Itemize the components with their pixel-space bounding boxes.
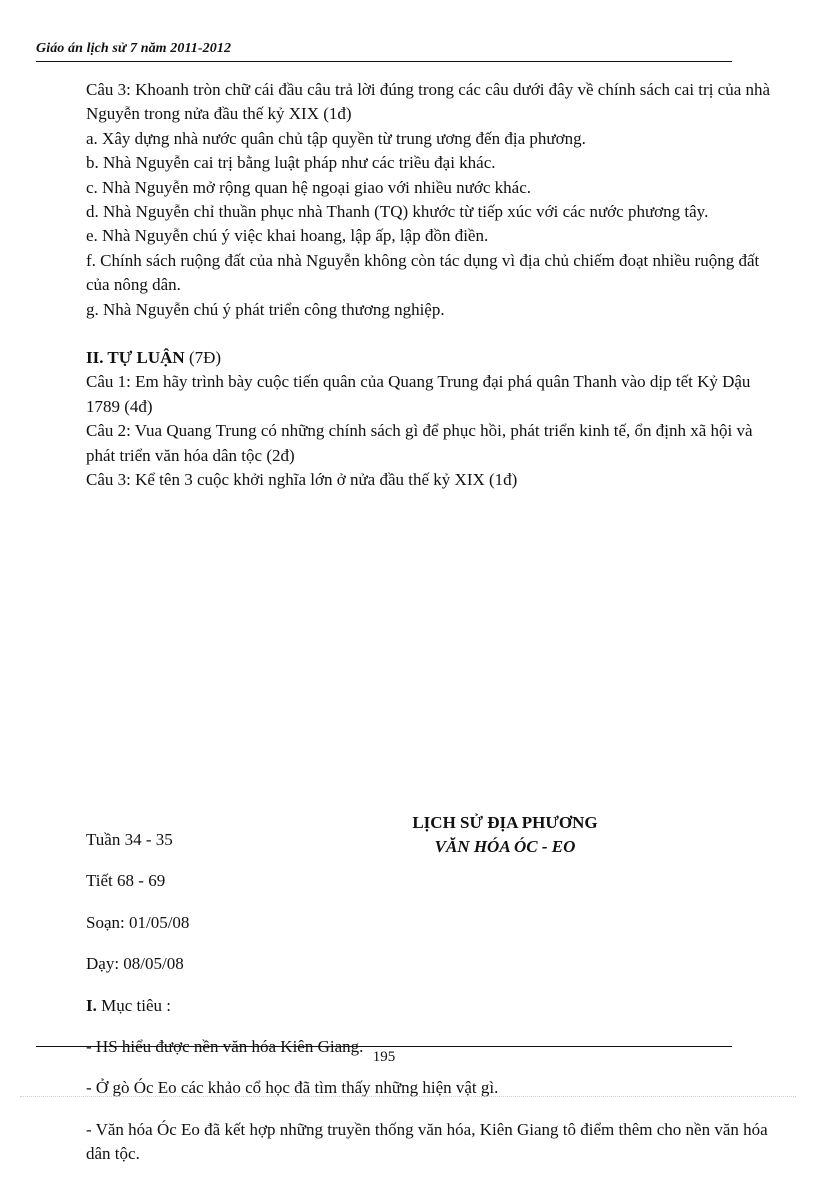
lesson-subtitle: VĂN HÓA ÓC - EO [434, 837, 576, 857]
objectives-heading-text: Mục tiêu : [96, 995, 172, 1015]
essay-heading-points: (7Đ) [184, 348, 222, 368]
main-content [86, 78, 786, 493]
page-edge-dotted-line [20, 1096, 796, 1097]
objective-item: - HS hiểu được nền văn hóa Kiên Giang. [86, 1037, 364, 1057]
section-spacer [86, 322, 786, 346]
objective-item: - Văn hóa Óc Eo đã kết hợp những truyền thống văn hóa, Kiên Giang tô điểm thêm cho nền văn hóa dân tộc. [86, 1119, 768, 1164]
lesson-title-block [400, 811, 610, 860]
quiz-question: Câu 3: Khoanh tròn chữ cái đầu câu trả lời đúng trong các câu dưới đây về chính sách cai trị của nhà Nguyễn trong nửa đầu thế kỷ XIX (1đ) [86, 80, 771, 124]
quiz-option-d: d. Nhà Nguyễn chỉ thuần phục nhà Thanh (TQ) khước từ tiếp xúc với các nước phương tây. [86, 202, 709, 222]
quiz-option-c: c. Nhà Nguyễn mở rộng quan hệ ngoại giao với nhiều nước khác. [86, 177, 532, 197]
lesson-title: LỊCH SỬ ĐỊA PHƯƠNG [412, 813, 598, 832]
page-number: 195 [372, 1049, 396, 1065]
quiz-option-a: a. Xây dựng nhà nước quân chủ tập quyền từ trung ương đến địa phương. [86, 128, 586, 148]
lesson-week: Tuần 34 - 35 [86, 830, 173, 849]
header-rule [36, 61, 732, 62]
quiz-option-g: g. Nhà Nguyễn chú ý phát triển công thương nghiệp. [86, 299, 445, 319]
essay-question-2: Câu 2: Vua Quang Trung có những chính sách gì để phục hồi, phát triển kinh tế, ổn định xã hội và phát triển văn hóa dân tộc (2đ) [86, 421, 753, 465]
quiz-option-f: f. Chính sách ruộng đất của nhà Nguyễn không còn tác dụng vì địa chủ chiếm đoạt nhiều ruộng đất của nông dân. [86, 250, 760, 295]
lesson-period: Tiết 68 - 69 [86, 871, 166, 891]
quiz-option-e: e. Nhà Nguyễn chú ý việc khai hoang, lập ấp, lập đồn điền. [86, 226, 489, 246]
essay-heading-label: II. TỰ LUẬN [86, 348, 185, 368]
objectives-heading [86, 994, 786, 1018]
essay-question-1: Câu 1: Em hãy trình bày cuộc tiến quân của Quang Trung đại phá quân Thanh vào dịp tết Kỷ Dậu 1789 (4đ) [86, 372, 751, 416]
quiz-option-b: b. Nhà Nguyễn cai trị bằng luật pháp như các triều đại khác. [86, 153, 496, 173]
objectives-heading-number: I. [86, 995, 97, 1015]
footer-rule [36, 1046, 732, 1047]
objective-item: - Ở gò Óc Eo các khảo cổ học đã tìm thấy những hiện vật gì. [86, 1078, 499, 1098]
essay-question-3: Câu 3: Kể tên 3 cuộc khởi nghĩa lớn ở nửa đầu thế kỷ XIX (1đ) [86, 470, 518, 490]
lesson-prepared-date: Soạn: 01/05/08 [86, 912, 190, 932]
document-header: Giáo án lịch sử 7 năm 2011-2012 [36, 41, 232, 56]
essay-heading [86, 346, 786, 370]
lesson-block [86, 811, 786, 1184]
lesson-taught-date: Dạy: 08/05/08 [86, 954, 184, 974]
